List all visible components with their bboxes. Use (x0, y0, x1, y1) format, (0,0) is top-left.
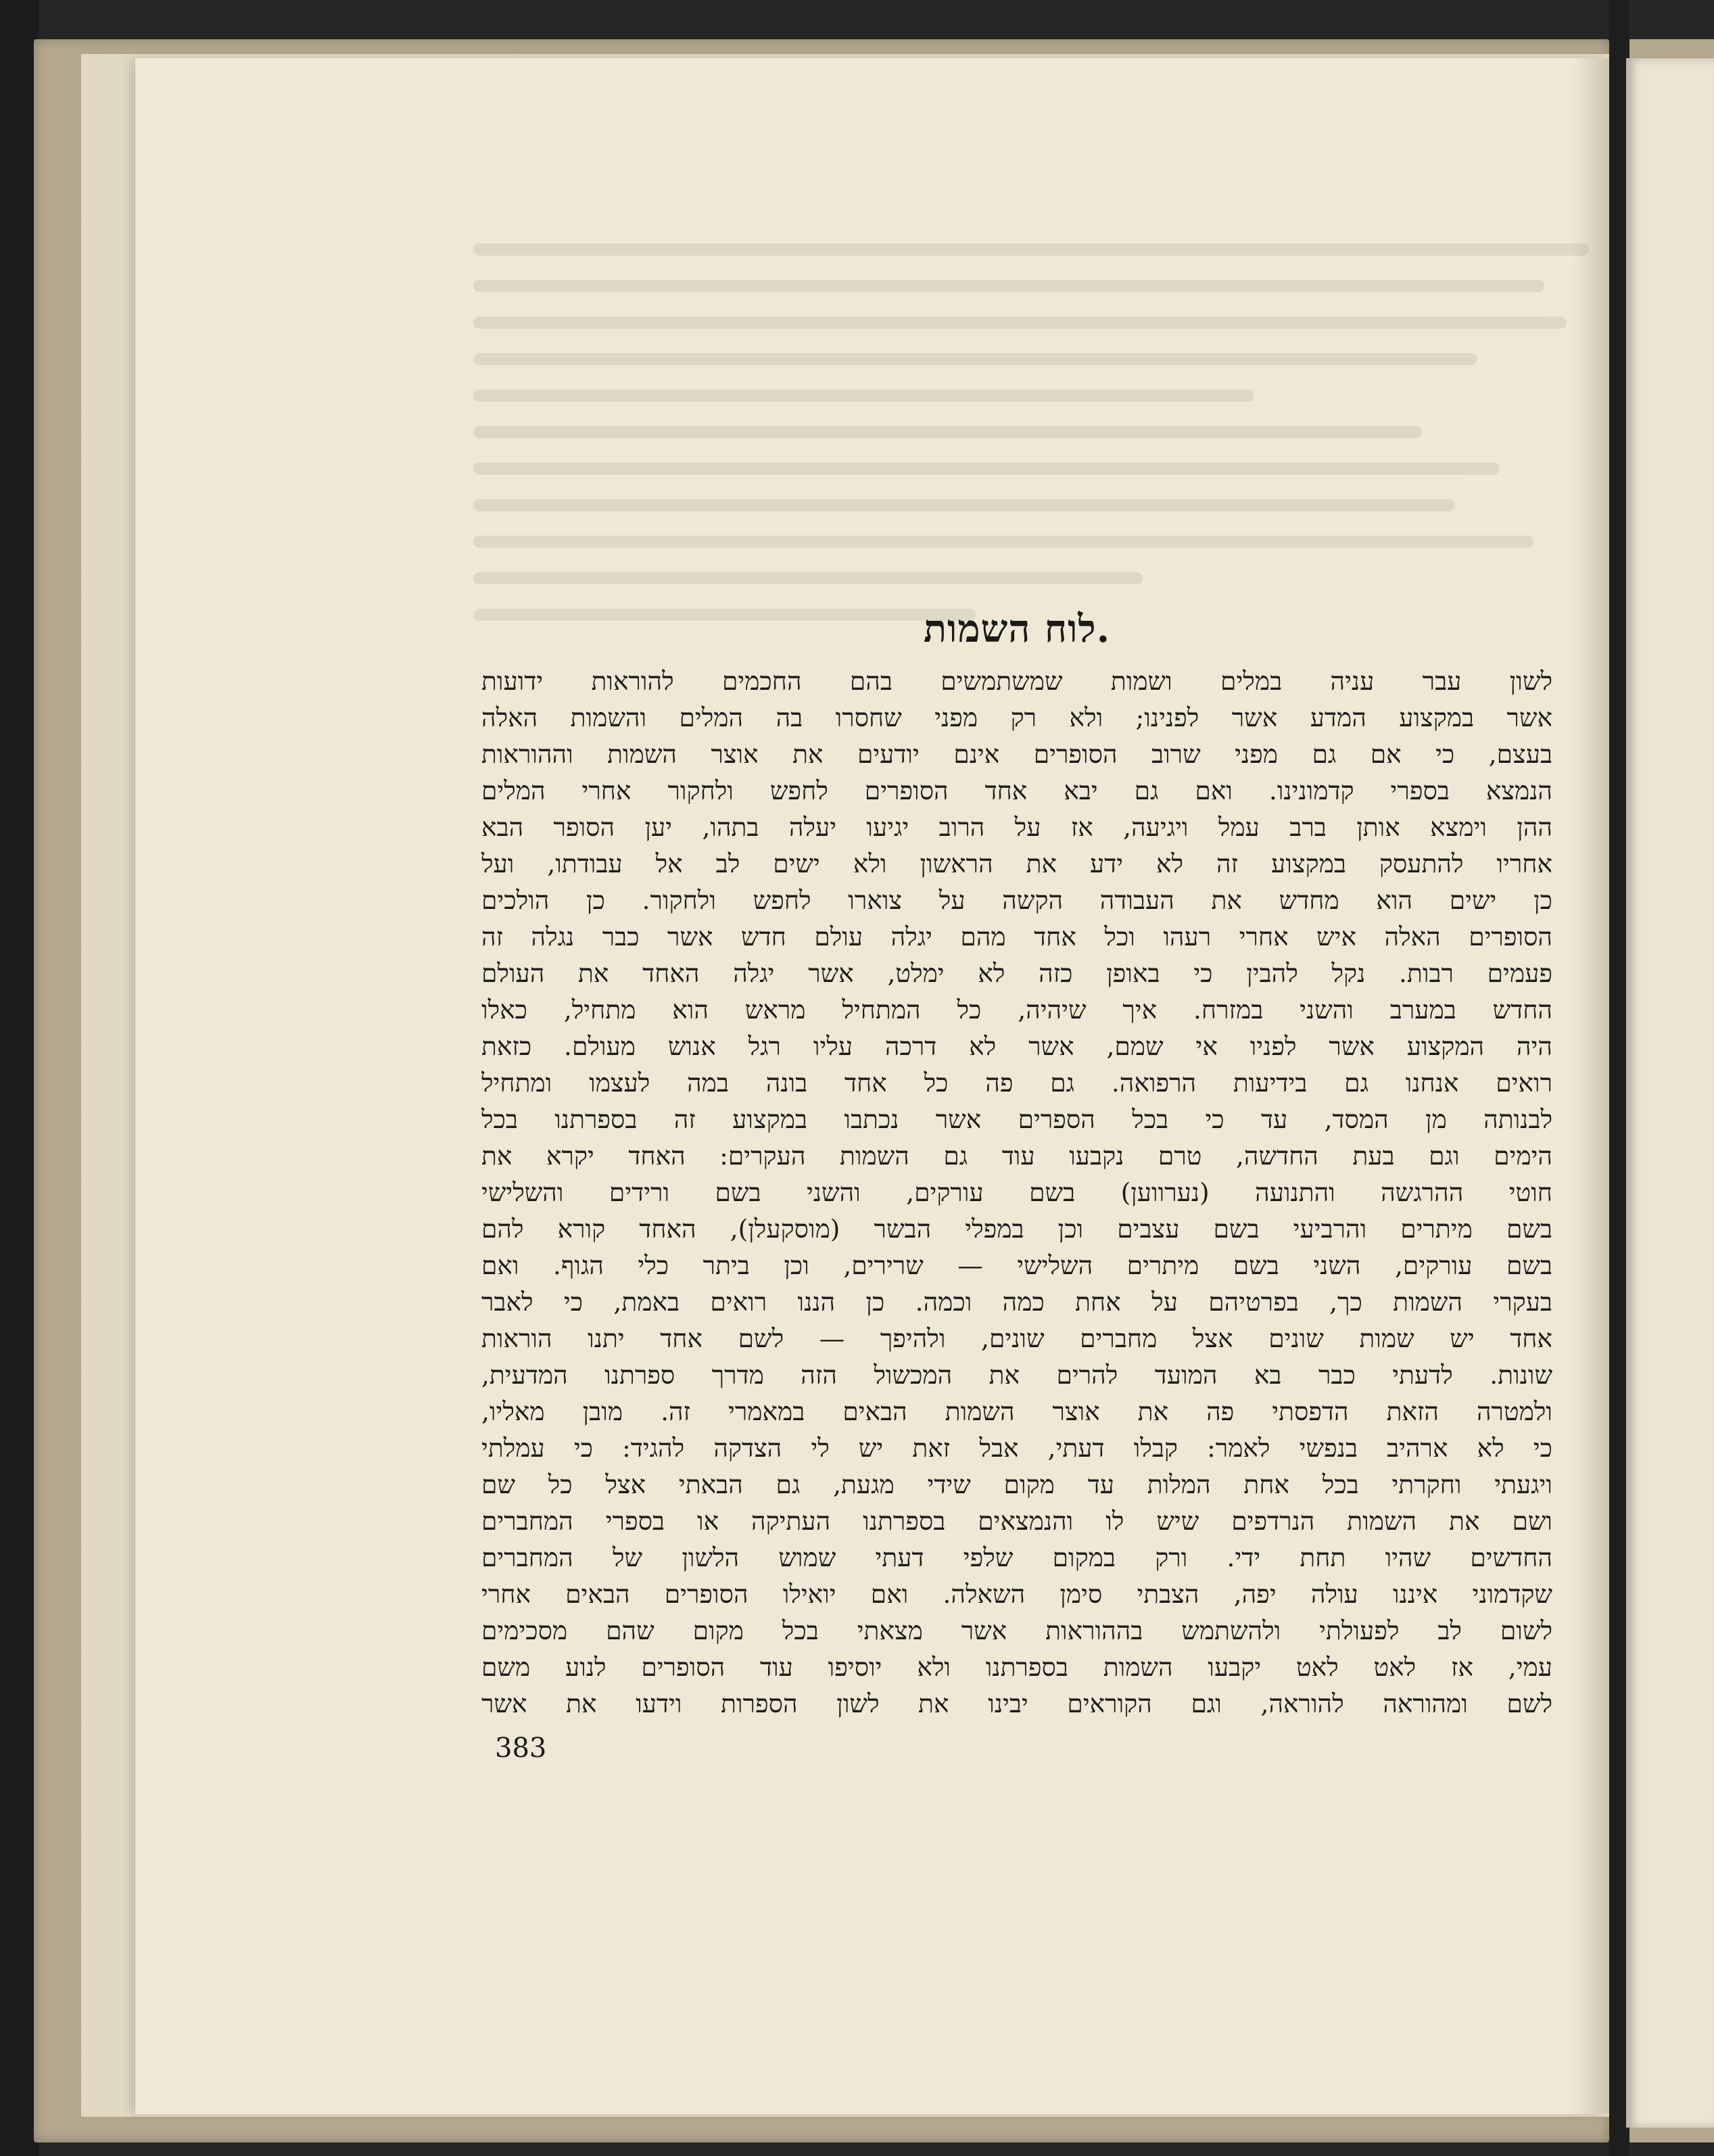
text-line: אחד יש שמות שונים אצל מחברים שונים, ולהיפך — לשם אחד יתנו הוראות (481, 1323, 1552, 1353)
text-line: רואים אנחנו גם בידיעות הרפואה. גם פה כל אחד בונה במה לעצמו ומתחיל (481, 1068, 1552, 1098)
text-line: עמי, אז לאט לאט יקבעו השמות בספרתנו ולא יוסיפו עוד הסופרים לנוע משם (481, 1652, 1552, 1682)
text-line: חוטי ההרגשה והתנועה (נערווען) בשם עורקים, והשני בשם ורידים והשלישי (481, 1177, 1552, 1207)
text-line: שקדמוני איננו עולה יפה, הצבתי סימן השאלה. ואם יואילו הסופרים הבאים אחרי (481, 1579, 1552, 1609)
text-line: הנמצא בספרי קדמונינו. ואם גם יבא אחד הסופרים לחפש ולחקור אחרי המלים (481, 776, 1552, 805)
text-line: לשום לב לפעולתי ולהשתמש בההוראות אשר מצאתי בכל מקום שהם מסכימים (481, 1616, 1552, 1645)
text-line: ויגעתי וחקרתי בכל אחת המלות עד מקום שידי מגעת, גם הבאתי אצל כל שם (481, 1470, 1552, 1499)
text-line: בשם מיתרים והרביעי בשם עצבים וכן במפלי הבשר (מוסקעלן), האחד קורא להם (481, 1214, 1552, 1244)
text-line: הימים וגם בעת החדשה, טרם נקבעו עוד גם השמות העקרים: האחד יקרא את (481, 1141, 1552, 1171)
page-text-block (481, 595, 1552, 1722)
page-number: 383 (495, 1733, 547, 1764)
text-line: בעצם, כי אם גם מפני שרוב הסופרים אינם יודעים את אוצר השמות וההוראות (481, 739, 1552, 769)
text-line: אחריו להתעסק במקצוע זה לא ידע את הראשון ולא ישים לב אל עבודתו, ועל (481, 849, 1552, 878)
text-line: לבנותה מן המסד, עד כי בכל הספרים אשר נכתבו במקצוע זה בספרתנו בכל (481, 1104, 1552, 1134)
text-line: החדש במערב והשני במזרח. איך שיהיה, כל המתחיל מראש הוא מתחיל, כאלו (481, 995, 1552, 1025)
text-line: בשם עורקים, השני בשם מיתרים השלישי — שרירים, וכן ביתר כלי הגוף. ואם (481, 1250, 1552, 1280)
text-line: שונות. לדעתי כבר בא המועד להרים את המכשול הזה מדרך ספרתנו המדעית, (481, 1360, 1552, 1390)
text-line: לשון עבר עניה במלים ושמות שמשתמשים בהם החכמים להוראות ידועות (481, 666, 1552, 696)
text-line: כי לא ארהיב בנפשי לאמר: קבלו דעתי, אבל זאת יש לי הצדקה להגיד: כי עמלתי (481, 1433, 1552, 1463)
text-line: ההן וימצא אותן ברב עמל ויגיעה, אז על הרוב יגיעו יעלה בתהו, יען הסופר הבא (481, 812, 1552, 842)
text-line: פעמים רבות. נקל להבין כי באופן כזה לא ימלט, אשר יגלה האחד את העולם (481, 958, 1552, 988)
next-page-edge (1626, 58, 1714, 2128)
text-line: אשר במקצוע המדע אשר לפנינו; ולא רק מפני שחסרו בה המלים והשמות האלה (481, 703, 1552, 732)
text-line: ולמטרה הזאת הדפסתי פה את אוצר השמות הבאים במאמרי זה. מובן מאליו, (481, 1397, 1552, 1426)
text-line: לשם ומהוראה להוראה, וגם הקוראים יבינו את לשון הספרות וידעו את אשר (481, 1689, 1552, 1718)
page-title: לוח השמות. (923, 607, 1111, 651)
body-paragraph (481, 663, 1552, 1722)
text-line: היה המקצוע אשר לפניו אי שמם, אשר לא דרכה עליו רגל אנוש מעולם. כזאת (481, 1031, 1552, 1061)
text-line: בעקרי השמות כך, בפרטיהם על אחת כמה וכמה. כן הננו רואים באמת, כי לאבר (481, 1287, 1552, 1317)
text-line: ושם את השמות הנרדפים שיש לו והנמצאים בספרתנו העתיקה או בספרי המחברים (481, 1506, 1552, 1536)
text-line: החדשים שהיו תחת ידי. ורק במקום שלפי דעתי שמוש הלשון של המחברים (481, 1543, 1552, 1572)
text-line: הסופרים האלה איש אחרי רעהו וכל אחד מהם יגלה עולם חדש אשר כבר נגלה זה (481, 922, 1552, 952)
text-line: כן ישים הוא מחדש את העבודה הקשה על צוארו לחפש ולחקור. כן הולכים (481, 885, 1552, 915)
